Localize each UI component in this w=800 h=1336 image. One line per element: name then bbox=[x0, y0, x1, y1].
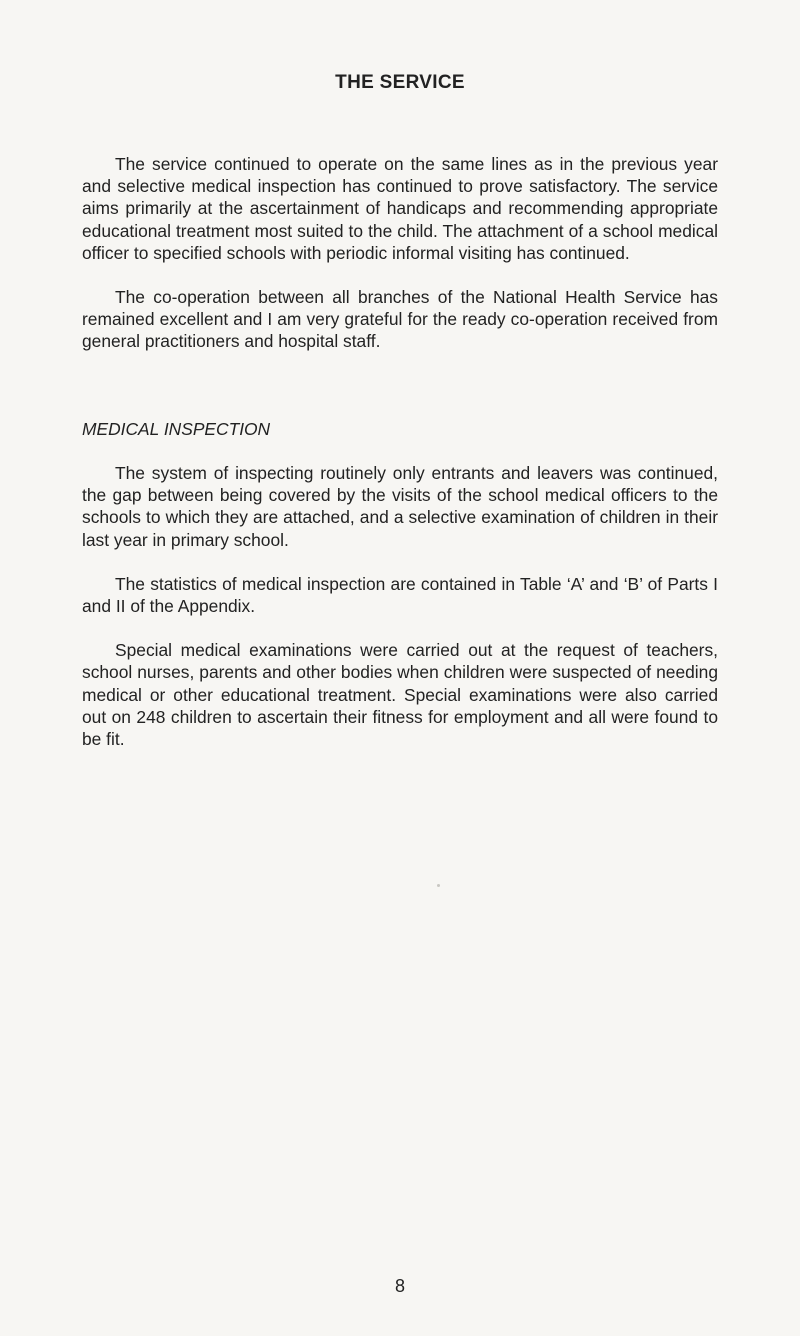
medical-inspection-paragraph-2: The statistics of medical inspection are contained in Table ‘A’ and ‘B’ of Parts I and II of the Appendix. bbox=[82, 573, 718, 617]
medical-inspection-paragraph-1: The system of inspecting routinely only entrants and leavers was continued, the gap between being covered by the visits of the school medical officers to the schools to which they are attached, and a selective examination of children in their last year in primary school. bbox=[82, 463, 718, 550]
paper-speck bbox=[437, 884, 440, 887]
section-heading-medical-inspection: MEDICAL INSPECTION bbox=[82, 419, 271, 439]
service-section bbox=[82, 153, 718, 375]
medical-inspection-body bbox=[82, 462, 718, 772]
page-title: THE SERVICE bbox=[335, 72, 465, 93]
service-paragraph-2: The co-operation between all branches of the National Health Service has remained excellent and I am very grateful for the ready co-operation received from general practitioners and hospital staff. bbox=[82, 287, 718, 352]
medical-inspection-paragraph-3: Special medical examinations were carried out at the request of teachers, school nurses, parents and other bodies when children were suspected of needing medical or other educational treatment. Special examinations were also carried out on 248 children to ascertain their fitness for employment and all were found to be fit. bbox=[82, 640, 718, 750]
medical-inspection-section bbox=[82, 418, 718, 440]
page-number: 8 bbox=[394, 1276, 405, 1296]
service-paragraph-1: The service continued to operate on the same lines as in the previous year and selective medical inspection has continued to prove satisfactory. The service aims primarily at the ascertainment of handicaps and recommending appropriate educational treatment most suited to the child. The attachment of a school medical officer to specified schools with periodic informal visiting has continued. bbox=[82, 154, 718, 263]
